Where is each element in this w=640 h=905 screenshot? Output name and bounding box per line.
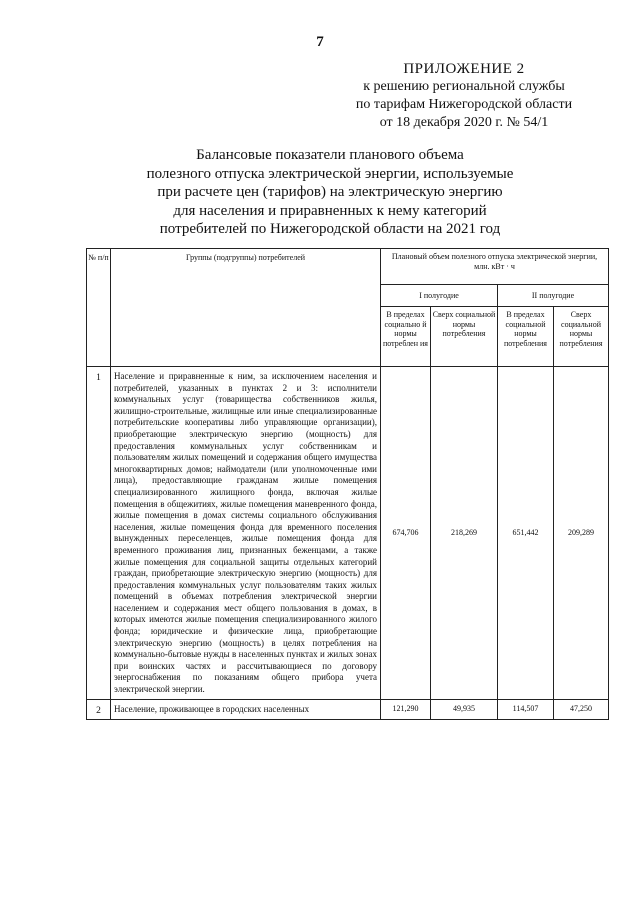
header-half-2: II полугодие [498, 285, 609, 307]
value-cell: 114,507 [498, 699, 554, 719]
header-half-1: I полугодие [381, 285, 498, 307]
table-row [87, 699, 609, 719]
value-cell: 121,290 [381, 699, 431, 719]
row-group-text: Население и приравненные к ним, за исключением населения и потребителей, указанных в пунктах 2 и 3: исполнители коммунальных услуг (товарищества собственников жилья, жилищно-строительные, жилищные или иные специализированные потребительские кооперативы либо управляющие организации), приобретающие электрическую энергию (мощность) для предоставления коммунальных услуг собственникам и пользователям жилых помещений и содержания общего имущества многоквартирных домов; наймодатели (или уполномоченные ими лица), предоставляющие гражданам жилые помещения специализированного жилищного фонда, включая жилые помещения в общежитиях, жилые помещения маневренного фонда, жилые помещения в домах системы социального обслуживания населения, жилые помещения фонда для временного поселения вынужденных переселенцев, жилые помещения фонда для временного проживания лиц, признанных беженцами, а также жилые помещения для социальной защиты отдельных категорий граждан, приобретающие электрическую энергию (мощность) для предоставления коммунальных услуг пользователям таких жилых помещений в объемах потребления электрической энергии населением и содержания мест общего пользования в домах, в которых имеются жилые помещения специализированного жилого фонда; юридические и физические лица, приобретающие электрическую энергию (мощность) в целях потребления на коммунально-бытовые нужды в населенных пунктах и жилых зонах при воинских частях и рассчитывающиеся по договору энергоснабжения по показаниям общего прибора учета электрической энергии. [111, 367, 381, 700]
header-group: Группы (подгруппы) потребителей [111, 249, 381, 367]
value-cell: 49,935 [431, 699, 498, 719]
appendix-date-line: от 18 декабря 2020 г. № 54/1 [379, 115, 549, 130]
appendix-line: по тарифам Нижегородской области [355, 97, 573, 112]
value-cell: 218,269 [431, 367, 498, 700]
table-row [87, 367, 609, 700]
header-above-norm-1: Сверх социальной нормы потребления [431, 307, 498, 367]
value-cell: 651,442 [498, 367, 554, 700]
title-line: Балансовые показатели планового объема [196, 147, 464, 163]
title-line: для населения и приравненных к нему категорий [173, 202, 487, 219]
balance-table [86, 248, 609, 720]
title-line: полезного отпуска электрической энергии, используемые [146, 165, 514, 182]
value-cell: 674,706 [381, 367, 431, 700]
header-above-norm-2: Сверх социальной нормы потребления [554, 307, 609, 367]
appendix-block [330, 60, 598, 132]
appendix-line: к решению региональной службы [363, 79, 565, 94]
header-volume: Плановый объем полезного отпуска электрической энергии, млн. кВт · ч [381, 249, 609, 285]
title-line: при расчете цен (тарифов) на электрическую энергию [157, 184, 503, 200]
row-group-text: Население, проживающее в городских населенных [111, 699, 381, 719]
header-within-norm-1: В пределах социально й нормы потреблен ия [381, 307, 431, 367]
header-num: № п/п [87, 249, 111, 367]
row-number: 1 [87, 367, 111, 700]
page-number: 7 [316, 34, 324, 50]
value-cell: 209,289 [554, 367, 609, 700]
value-cell: 47,250 [554, 699, 609, 719]
row-number: 2 [87, 699, 111, 719]
appendix-title: ПРИЛОЖЕНИЕ 2 [403, 61, 525, 77]
title-line: потребителей по Нижегородской области на 2021 год [159, 221, 501, 237]
document-title [130, 146, 530, 239]
header-within-norm-2: В пределах социальной нормы потребления [498, 307, 554, 367]
